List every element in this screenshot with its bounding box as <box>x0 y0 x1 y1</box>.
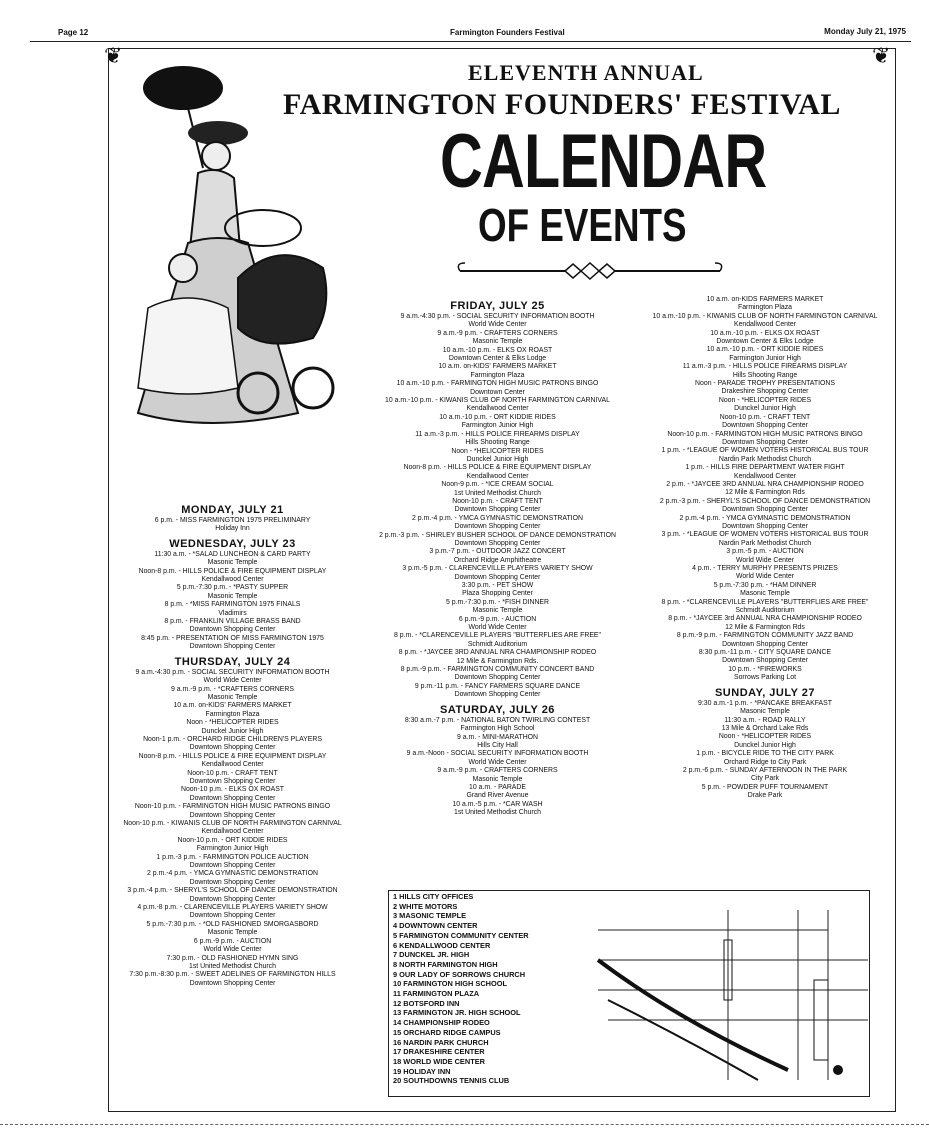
title-festival-name: FARMINGTON FOUNDERS' FESTIVAL <box>283 88 841 121</box>
event-location: World Wide Center <box>735 556 795 564</box>
event-location: Downtown Center <box>470 388 525 396</box>
event-location: Masonic Temple <box>207 929 258 937</box>
legend-item: 1 HILLS CITY OFFICES <box>393 892 474 901</box>
event-location: Plaza Shopping Center <box>462 590 533 598</box>
day-heading: SUNDAY, JULY 27 <box>714 686 816 699</box>
event-title: 10 a.m.-10 p.m. - FARMINGTON HIGH MUSIC PATRONS BINGO <box>396 380 599 388</box>
event-location: Downtown Center & Elks Lodge <box>448 355 547 363</box>
event-title: 10 a.m.-5 p.m. - *CAR WASH <box>452 800 543 808</box>
event-title: Noon - *HELICOPTER RIDES <box>451 447 544 455</box>
event-title: 1 p.m. - *LEAGUE OF WOMEN VOTERS HISTORICAL BUS TOUR <box>661 447 869 455</box>
event-location: Downtown Shopping Center <box>189 979 276 987</box>
day-heading: WEDNESDAY, JULY 23 <box>169 537 296 550</box>
event-title: 3 p.m.-4 p.m. - SHERYL'S SCHOOL OF DANCE DEMONSTRATION <box>127 887 338 895</box>
legend-item: 20 SOUTHDOWNS TENNIS CLUB <box>393 1076 510 1086</box>
event-title: Noon-1 p.m. - ORCHARD RIDGE CHILDREN'S PLAYERS <box>143 735 322 743</box>
event-location: Schmidt Auditorium <box>467 640 528 648</box>
event-location: Farmington Plaza <box>737 304 792 312</box>
event-title: 7:30 p.m. - OLD FASHIONED HYMN SING <box>166 954 299 962</box>
event-location: Masonic Temple <box>207 592 258 600</box>
event-location: Masonic Temple <box>207 559 258 567</box>
day-heading: MONDAY, JULY 21 <box>181 504 284 516</box>
event-location: World Wide Center <box>468 758 527 766</box>
event-location: Hills City Hall <box>477 741 518 749</box>
event-location: Downtown Shopping Center <box>454 674 541 682</box>
event-title: 3 p.m. - *LEAGUE OF WOMEN VOTERS HISTORICAL BUS TOUR <box>661 531 869 539</box>
event-title: 8 p.m. - *CLARENCEVILLE PLAYERS "BUTTERFLIES ARE FREE" <box>394 632 601 640</box>
event-title: 5 p.m. - POWDER PUFF TOURNAMENT <box>701 783 829 791</box>
event-title: 4 p.m.-8 p.m. - CLARENCEVILLE PLAYERS VARIETY SHOW <box>137 904 328 912</box>
event-title: 1 p.m.-3 p.m. - FARMINGTON POLICE AUCTION <box>156 853 309 861</box>
event-title: 3 p.m.-5 p.m. - CLARENCEVILLE PLAYERS VARIETY SHOW <box>402 565 593 573</box>
event-title: 2 p.m.-3 p.m. - SHERYL'S SCHOOL OF DANCE DEMONSTRATION <box>659 497 871 505</box>
event-location: Grand River Avenue <box>466 792 529 800</box>
event-location: Orchard Ridge to City Park <box>723 758 807 766</box>
event-title: 10 a.m.-10 p.m. - KIWANIS CLUB OF NORTH FARMINGTON CARNIVAL <box>652 312 878 320</box>
event-title: 10 a.m. - PARADE <box>469 783 526 791</box>
legend-item: 9 OUR LADY OF SORROWS CHURCH <box>393 969 526 979</box>
legend-item: 12 BOTSFORD INN <box>393 998 460 1008</box>
event-location: Hills Shooting Range <box>465 439 530 447</box>
event-title: 1 p.m. - HILLS FIRE DEPARTMENT WATER FIGHT <box>685 464 845 472</box>
event-location: Drakeshire Shopping Center <box>721 388 809 396</box>
event-title: 7:30 p.m.-8:30 p.m. - SWEET ADELINES OF FARMINGTON HILLS <box>129 971 336 979</box>
event-title: 8 p.m. - FRANKLIN VILLAGE BRASS BAND <box>164 618 301 626</box>
event-location: Downtown Shopping Center <box>189 777 276 785</box>
event-location: Farmington High School <box>460 725 535 733</box>
event-location: City Park <box>751 775 779 783</box>
event-title: 9 a.m.-4:30 p.m. - SOCIAL SECURITY INFORMATION BOOTH <box>135 668 330 676</box>
event-location: Drake Park <box>747 792 783 800</box>
legend-item: 6 KENDALLWOOD CENTER <box>393 940 491 950</box>
corner-ornament-icon: ❦ <box>872 44 891 69</box>
event-title: 11:30 a.m. - ROAD RALLY <box>724 716 806 724</box>
event-location: Farmington Junior High <box>729 354 801 362</box>
event-title: 6 p.m. - MISS FARMINGTON 1975 PRELIMINARY <box>154 517 311 524</box>
event-title: Noon - PARADE TROPHY PRESENTATIONS <box>695 380 835 388</box>
event-title: 4 p.m. - TERRY MURPHY PRESENTS PRIZES <box>692 565 838 572</box>
event-location: World Wide Center <box>203 677 262 685</box>
event-title: 9 a.m.-9 p.m. - CRAFTERS CORNERS <box>437 767 558 775</box>
event-location: Downtown Shopping Center <box>189 626 276 634</box>
event-title: 10 a.m.-10 p.m. - ELKS OX ROAST <box>710 329 820 337</box>
event-title: 2 p.m.-4 p.m. - YMCA GYMNASTIC DEMONSTRATION <box>412 514 583 522</box>
event-title: 8 p.m.-9 p.m. - FARMINGTON COMMUNITY CONCERT BAND <box>400 666 595 674</box>
event-title: 10 a.m.-10 p.m. - ELKS OX ROAST <box>442 346 553 354</box>
event-title: 5 p.m.-7:30 p.m. - *HAM DINNER <box>713 581 817 589</box>
events-column-3 <box>635 296 895 801</box>
event-title: Noon-10 p.m. - ELKS OX ROAST <box>180 786 284 794</box>
event-location: Nardin Park Methodist Church <box>718 539 812 547</box>
legend-item: 15 ORCHARD RIDGE CAMPUS <box>393 1027 501 1037</box>
event-location: 1st United Methodist Church <box>454 489 541 497</box>
event-title: 2 p.m.-4 p.m. - YMCA GYMNASTIC DEMONSTRATION <box>679 514 851 522</box>
event-title: 10 a.m. on-KIDS FARMERS MARKET <box>706 296 824 303</box>
event-title: Noon-8 p.m. - HILLS POLICE & FIRE EQUIPMENT DISPLAY <box>138 567 327 575</box>
event-title: Noon-10 p.m. - CRAFT TENT <box>187 769 278 777</box>
event-title: 11 a.m.-3 p.m. - HILLS POLICE FIREARMS DISPLAY <box>682 363 848 371</box>
event-location: Downtown Center & Elks Lodge <box>716 338 814 346</box>
event-title: 3 p.m.-5 p.m. - AUCTION <box>726 548 804 556</box>
event-location: 12 Mile & Farmington Rds. <box>456 657 539 665</box>
event-location: World Wide Center <box>203 946 262 954</box>
event-title: 10 a.m. on-KIDS' FARMERS MARKET <box>438 363 557 371</box>
event-title: 10 a.m. on-KIDS' FARMERS MARKET <box>173 702 292 710</box>
event-title: 8 p.m. - *CLARENCEVILLE PLAYERS "BUTTERFLIES ARE FREE" <box>661 598 869 606</box>
event-title: Noon-10 p.m. - CRAFT TENT <box>719 413 811 421</box>
day-heading: FRIDAY, JULY 25 <box>450 300 545 312</box>
event-title: 9 a.m.-Noon - SOCIAL SECURITY INFORMATION BOOTH <box>406 750 589 758</box>
page-number: Page 12 <box>58 28 89 37</box>
event-location: Kendallwood Center <box>466 472 529 480</box>
legend-item: 8 NORTH FARMINGTON HIGH <box>393 959 498 969</box>
event-title: 10 p.m. - *FIREWORKS <box>728 665 802 673</box>
event-location: Downtown Shopping Center <box>189 912 276 920</box>
event-location: World Wide Center <box>468 624 527 632</box>
event-location: 1st United Methodist Church <box>189 962 276 970</box>
event-location: Downtown Shopping Center <box>722 657 808 665</box>
event-location: Kendallwood Center <box>201 828 264 836</box>
event-location: Kendallwood Center <box>466 405 529 413</box>
event-location: Downtown Shopping Center <box>189 811 276 819</box>
event-title: Noon-10 p.m. - ORT KIDDIE RIDES <box>177 836 288 844</box>
event-title: 8:30 p.m.-11 p.m. - CITY SQUARE DANCE <box>698 649 832 657</box>
event-title: 10 a.m.-10 p.m. - KIWANIS CLUB OF NORTH FARMINGTON CARNIVAL <box>385 397 610 405</box>
event-location: Kendallwood Center <box>201 576 264 584</box>
event-title: 6 p.m.-9 p.m. - AUCTION <box>458 615 537 623</box>
event-title: 9 p.m.-11 p.m. - FANCY FARMERS SQUARE DANCE <box>414 682 581 690</box>
event-location: Downtown Shopping Center <box>454 506 541 514</box>
page-header <box>30 25 914 39</box>
event-location: Kendallwood Center <box>733 472 797 480</box>
event-title: 2 p.m.-3 p.m. - SHIRLEY BUSHER SCHOOL OF DANCE DEMONSTRATION <box>379 531 616 539</box>
event-location: Vladimirs <box>218 609 247 617</box>
event-title: 8 p.m. - *JAYCEE 3rd ANNUAL NRA CHAMPIONSHIP RODEO <box>668 615 862 623</box>
event-title: 8:30 a.m.-7 p.m. - NATIONAL BATON TWIRLING CONTEST <box>404 716 591 724</box>
event-location: Nardin Park Methodist Church <box>718 455 812 463</box>
event-location: 12 Mile & Farmington Rds <box>725 489 805 497</box>
legend-item: 10 FARMINGTON HIGH SCHOOL <box>393 979 508 989</box>
event-location: World Wide Center <box>735 573 795 581</box>
event-location: Downtown Shopping Center <box>189 862 276 870</box>
event-location: World Wide Center <box>468 321 527 329</box>
event-location: Downtown Shopping Center <box>722 640 808 648</box>
event-location: Farmington Plaza <box>470 371 525 379</box>
event-location: Masonic Temple <box>472 607 523 615</box>
event-location: Farmington Junior High <box>196 845 269 853</box>
event-title: 2 p.m. - *JAYCEE 3RD ANNUAL NRA CHAMPIONSHIP RODEO <box>666 480 864 488</box>
issue-date: Monday July 21, 1975 <box>824 27 906 36</box>
event-location: Downtown Shopping Center <box>189 794 276 802</box>
legend-item: 14 CHAMPIONSHIP RODEO <box>393 1018 490 1028</box>
event-location: Schmidt Auditorium <box>735 607 795 615</box>
event-location: Downtown Shopping Center <box>722 422 808 430</box>
event-title: Noon - *HELICOPTER RIDES <box>718 396 812 404</box>
event-location: Downtown Shopping Center <box>189 895 276 903</box>
event-title: 9 a.m.-9 p.m. - *CRAFTERS CORNERS <box>171 685 294 693</box>
event-title: 11 a.m.-3 p.m. - HILLS POLICE FIREARMS DISPLAY <box>415 430 580 438</box>
event-location: Masonic Temple <box>472 775 523 783</box>
events-column-2 <box>365 296 630 818</box>
event-location: Downtown Shopping Center <box>454 523 541 531</box>
legend-item: 19 HOLIDAY INN <box>393 1066 451 1076</box>
event-title: 9 a.m. - MINI-MARATHON <box>456 733 539 741</box>
legend-item: 7 DUNCKEL JR. HIGH <box>393 950 470 960</box>
event-location: Downtown Shopping Center <box>722 438 808 446</box>
event-title: 10 a.m.-10 p.m. - ORT KIDDIE RIDES <box>439 413 556 421</box>
event-title: 5 p.m.-7:30 p.m. - *OLD FASHIONED SMORGASBORD <box>146 920 319 928</box>
legend-item: 4 DOWNTOWN CENTER <box>393 921 478 931</box>
event-title: 10 a.m.-10 p.m. - ORT KIDDIE RIDES <box>706 346 824 354</box>
event-title: Noon-8 p.m. - HILLS POLICE & FIRE EQUIPMENT DISPLAY <box>403 464 592 472</box>
corner-ornament-icon: ❦ <box>104 44 123 69</box>
event-title: 6 p.m.-9 p.m. - AUCTION <box>193 937 272 945</box>
title-of-events: OF EVENTS <box>478 199 687 251</box>
event-title: 9 a.m.-4:30 p.m. - SOCIAL SECURITY INFORMATION BOOTH <box>400 313 595 320</box>
event-title: 9:30 a.m.-1 p.m. - *PANCAKE BREAKFAST <box>698 699 832 707</box>
event-location: Dunckel Junior High <box>734 405 796 413</box>
title-calendar: CALENDAR <box>440 119 767 204</box>
legend-item: 5 FARMINGTON COMMUNITY CENTER <box>393 930 529 940</box>
legend-item: 2 WHITE MOTORS <box>393 901 458 911</box>
event-location: Hills Shooting Range <box>732 371 798 379</box>
event-title: Noon-10 p.m. - CRAFT TENT <box>452 497 543 505</box>
event-location: Sorrows Parking Lot <box>733 674 797 682</box>
paper-name: Farmington Founders Festival <box>450 28 565 37</box>
event-title: 8:45 p.m. - PRESENTATION OF MISS FARMINGTON 1975 <box>141 634 324 642</box>
event-location: Downtown Shopping Center <box>189 878 276 886</box>
event-location: Masonic Temple <box>472 338 523 346</box>
event-location: Downtown Shopping Center <box>454 691 541 699</box>
event-title: Noon - *HELICOPTER RIDES <box>718 733 812 741</box>
event-location: Holiday Inn <box>215 525 250 533</box>
legend-item: 17 DRAKESHIRE CENTER <box>393 1047 485 1057</box>
bottom-rule <box>0 1124 929 1125</box>
event-location: Downtown Shopping Center <box>722 522 808 530</box>
event-title: Noon-10 p.m. - FARMINGTON HIGH MUSIC PATRONS BINGO <box>667 430 863 438</box>
event-location: 12 Mile & Farmington Rds <box>725 623 805 631</box>
event-location: 1st United Methodist Church <box>454 809 541 817</box>
event-title: Noon-10 p.m. - FARMINGTON HIGH MUSIC PATRONS BINGO <box>134 803 331 811</box>
event-location: Downtown Shopping Center <box>454 573 541 581</box>
event-title: 2 p.m.-4 p.m. - YMCA GYMNASTIC DEMONSTRATION <box>147 870 318 878</box>
area-map <box>588 900 878 1090</box>
event-location: Kendallwood Center <box>733 321 797 329</box>
event-location: Downtown Shopping Center <box>189 643 276 651</box>
event-location: Orchard Ridge Amphitheatre <box>453 556 542 564</box>
event-location: Masonic Temple <box>740 708 790 716</box>
title-eleventh-annual: ELEVENTH ANNUAL <box>468 60 704 85</box>
event-title: 3:30 p.m. - PET SHOW <box>461 582 534 589</box>
victorian-woman-with-pram-illustration <box>88 58 338 438</box>
event-location: 13 Mile & Orchard Lake Rds <box>721 724 809 732</box>
legend-item: 13 FARMINGTON JR. HIGH SCHOOL <box>393 1008 521 1018</box>
header-rule <box>30 41 911 42</box>
event-title: 9 a.m.-9 p.m. - CRAFTERS CORNERS <box>437 329 558 337</box>
event-title: 8 p.m. - *MISS FARMINGTON 1975 FINALS <box>164 601 301 609</box>
event-title: 8 p.m.-9 p.m. - FARMINGTON COMMUNITY JAZZ BAND <box>676 632 854 640</box>
event-title: 11:30 a.m. - *SALAD LUNCHEON & CARD PARTY <box>154 550 311 558</box>
day-heading: THURSDAY, JULY 24 <box>174 655 291 668</box>
event-location: Dunckel Junior High <box>466 455 529 463</box>
title-ornament-icon <box>455 258 725 284</box>
event-location: Downtown Shopping Center <box>454 539 541 547</box>
event-location: Farmington Plaza <box>205 710 260 718</box>
legend-item: 16 NARDIN PARK CHURCH <box>393 1037 489 1047</box>
event-title: Noon-8 p.m. - HILLS POLICE & FIRE EQUIPMENT DISPLAY <box>138 752 327 760</box>
map-legend <box>393 892 583 1086</box>
event-title: Noon-10 p.m. - KIWANIS CLUB OF NORTH FARMINGTON CARNIVAL <box>123 820 342 827</box>
event-location: Dunckel Junior High <box>201 727 264 735</box>
legend-item: 11 FARMINGTON PLAZA <box>393 989 480 999</box>
legend-item: 18 WORLD WIDE CENTER <box>393 1056 485 1066</box>
event-location: Masonic Temple <box>740 590 790 598</box>
event-title: 3 p.m.-7 p.m. - OUTDOOR JAZZ CONCERT <box>429 548 566 556</box>
event-title: Noon - *HELICOPTER RIDES <box>186 719 279 727</box>
event-title: 1 p.m. - BICYCLE RIDE TO THE CITY PARK <box>696 750 834 758</box>
event-location: Dunckel Junior High <box>734 741 796 749</box>
event-title: Noon-9 p.m. - *ICE CREAM SOCIAL <box>441 481 554 489</box>
event-title: 5 p.m.-7:30 p.m. - *FISH DINNER <box>446 598 549 606</box>
day-heading: SATURDAY, JULY 26 <box>440 703 555 716</box>
event-location: Downtown Shopping Center <box>722 506 808 514</box>
event-location: Kendallwood Center <box>201 761 264 769</box>
event-location: Downtown Shopping Center <box>189 744 276 752</box>
event-location: Farmington Junior High <box>461 422 534 430</box>
event-title: 8 p.m. - *JAYCEE 3RD ANNUAL NRA CHAMPIONSHIP RODEO <box>398 649 597 657</box>
events-column-1 <box>110 500 355 988</box>
event-title: 2 p.m.-6 p.m. - SUNDAY AFTERNOON IN THE PARK <box>682 766 848 774</box>
event-location: Masonic Temple <box>207 693 258 701</box>
event-title: 5 p.m.-7:30 p.m. - *PASTY SUPPER <box>176 584 289 592</box>
legend-item: 3 MASONIC TEMPLE <box>393 911 467 921</box>
